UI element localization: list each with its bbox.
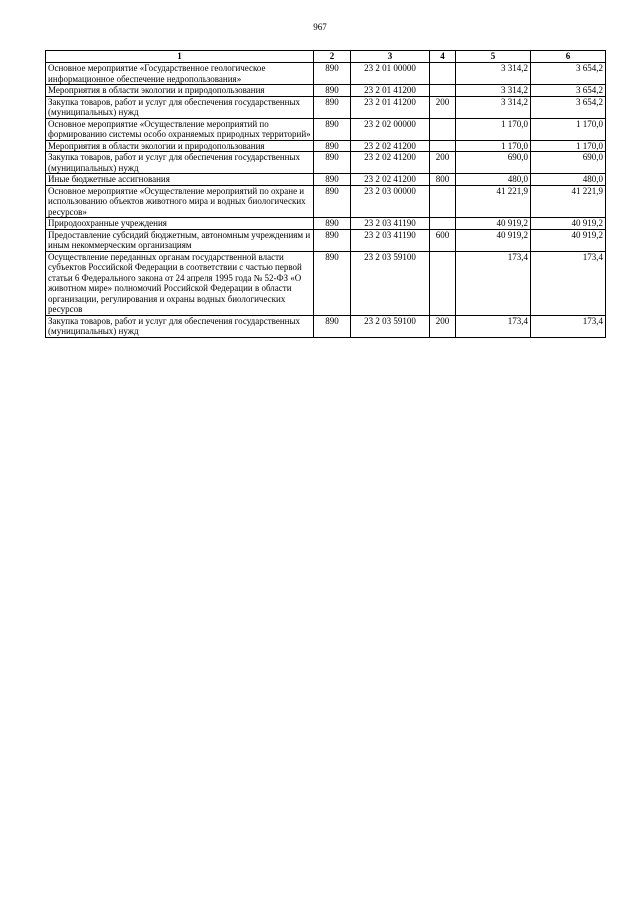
row-name: Природоохранные учреждения — [46, 218, 314, 230]
row-name: Закупка товаров, работ и услуг для обеспечения государственных (муниципальных) нужд — [46, 152, 314, 174]
row-target: 23 2 01 00000 — [351, 63, 430, 85]
row-value-1: 3 314,2 — [456, 63, 531, 85]
row-value-1: 3 314,2 — [456, 85, 531, 97]
row-name: Мероприятия в области экологии и природопользования — [46, 85, 314, 97]
row-group — [430, 140, 456, 152]
row-value-2: 173,4 — [531, 251, 606, 315]
row-value-1: 3 314,2 — [456, 96, 531, 118]
row-name: Основное мероприятие «Государственное геологическое информационное обеспечение недропользования» — [46, 63, 314, 85]
table-row — [46, 140, 606, 152]
row-value-1: 173,4 — [456, 315, 531, 337]
row-code: 890 — [314, 315, 351, 337]
row-value-2: 40 919,2 — [531, 229, 606, 251]
row-value-1: 690,0 — [456, 152, 531, 174]
row-name: Предоставление субсидий бюджетным, автономным учреждениям и иным некоммерческим организациям — [46, 229, 314, 251]
row-code: 890 — [314, 118, 351, 140]
row-code: 890 — [314, 152, 351, 174]
column-header: 3 — [351, 51, 430, 63]
table-row — [46, 85, 606, 97]
page-number: 967 — [313, 22, 327, 32]
row-value-1: 41 221,9 — [456, 185, 531, 218]
table-row — [46, 174, 606, 186]
table-row — [46, 96, 606, 118]
row-name: Основное мероприятие «Осуществление мероприятий по формированию системы особо охраняемых природных территорий» — [46, 118, 314, 140]
row-value-2: 1 170,0 — [531, 140, 606, 152]
row-target: 23 2 02 00000 — [351, 118, 430, 140]
row-target: 23 2 02 41200 — [351, 140, 430, 152]
row-value-2: 3 654,2 — [531, 63, 606, 85]
row-group: 800 — [430, 174, 456, 186]
row-code: 890 — [314, 229, 351, 251]
row-target: 23 2 03 41190 — [351, 218, 430, 230]
row-value-2: 3 654,2 — [531, 96, 606, 118]
table-row — [46, 251, 606, 315]
row-value-1: 173,4 — [456, 251, 531, 315]
table-row — [46, 185, 606, 218]
row-code: 890 — [314, 96, 351, 118]
row-group — [430, 218, 456, 230]
row-target: 23 2 03 41190 — [351, 229, 430, 251]
row-target: 23 2 03 59100 — [351, 315, 430, 337]
row-group: 200 — [430, 152, 456, 174]
table-header-row — [46, 51, 606, 63]
row-value-2: 1 170,0 — [531, 118, 606, 140]
row-target: 23 2 03 00000 — [351, 185, 430, 218]
column-header: 5 — [456, 51, 531, 63]
row-code: 890 — [314, 140, 351, 152]
row-value-1: 480,0 — [456, 174, 531, 186]
row-name: Осуществление переданных органам государственной власти субъектов Российской Федерации в соответствии с частью первой статьи 6 Федерального закона от 24 апреля 1995 года № 52-ФЗ «О животном мире» полномочий Российской Федерации в области организации, регулирования и охраны водных биологических ресурсов — [46, 251, 314, 315]
row-name: Основное мероприятие «Осуществление мероприятий по охране и использованию объектов животного мира и водных биологических ресурсов» — [46, 185, 314, 218]
row-group — [430, 118, 456, 140]
row-name: Закупка товаров, работ и услуг для обеспечения государственных (муниципальных) нужд — [46, 96, 314, 118]
row-group: 200 — [430, 315, 456, 337]
column-header: 6 — [531, 51, 606, 63]
row-code: 890 — [314, 251, 351, 315]
table-row — [46, 152, 606, 174]
row-group — [430, 251, 456, 315]
row-group — [430, 185, 456, 218]
row-group: 200 — [430, 96, 456, 118]
row-value-1: 1 170,0 — [456, 118, 531, 140]
row-target: 23 2 02 41200 — [351, 152, 430, 174]
row-value-1: 40 919,2 — [456, 229, 531, 251]
row-value-2: 173,4 — [531, 315, 606, 337]
column-header: 2 — [314, 51, 351, 63]
row-group — [430, 85, 456, 97]
row-target: 23 2 01 41200 — [351, 85, 430, 97]
table-row — [46, 315, 606, 337]
budget-table — [45, 50, 606, 338]
column-header: 1 — [46, 51, 314, 63]
table-row — [46, 118, 606, 140]
row-group: 600 — [430, 229, 456, 251]
table-row — [46, 63, 606, 85]
row-value-1: 1 170,0 — [456, 140, 531, 152]
table-row — [46, 218, 606, 230]
row-code: 890 — [314, 218, 351, 230]
row-code: 890 — [314, 63, 351, 85]
row-code: 890 — [314, 185, 351, 218]
table-row — [46, 229, 606, 251]
row-name: Мероприятия в области экологии и природопользования — [46, 140, 314, 152]
row-value-1: 40 919,2 — [456, 218, 531, 230]
row-name: Закупка товаров, работ и услуг для обеспечения государственных (муниципальных) нужд — [46, 315, 314, 337]
row-value-2: 40 919,2 — [531, 218, 606, 230]
row-code: 890 — [314, 174, 351, 186]
row-code: 890 — [314, 85, 351, 97]
row-target: 23 2 02 41200 — [351, 174, 430, 186]
column-header: 4 — [430, 51, 456, 63]
row-value-2: 690,0 — [531, 152, 606, 174]
row-group — [430, 63, 456, 85]
row-value-2: 480,0 — [531, 174, 606, 186]
row-value-2: 3 654,2 — [531, 85, 606, 97]
row-target: 23 2 03 59100 — [351, 251, 430, 315]
row-target: 23 2 01 41200 — [351, 96, 430, 118]
row-name: Иные бюджетные ассигнования — [46, 174, 314, 186]
row-value-2: 41 221,9 — [531, 185, 606, 218]
